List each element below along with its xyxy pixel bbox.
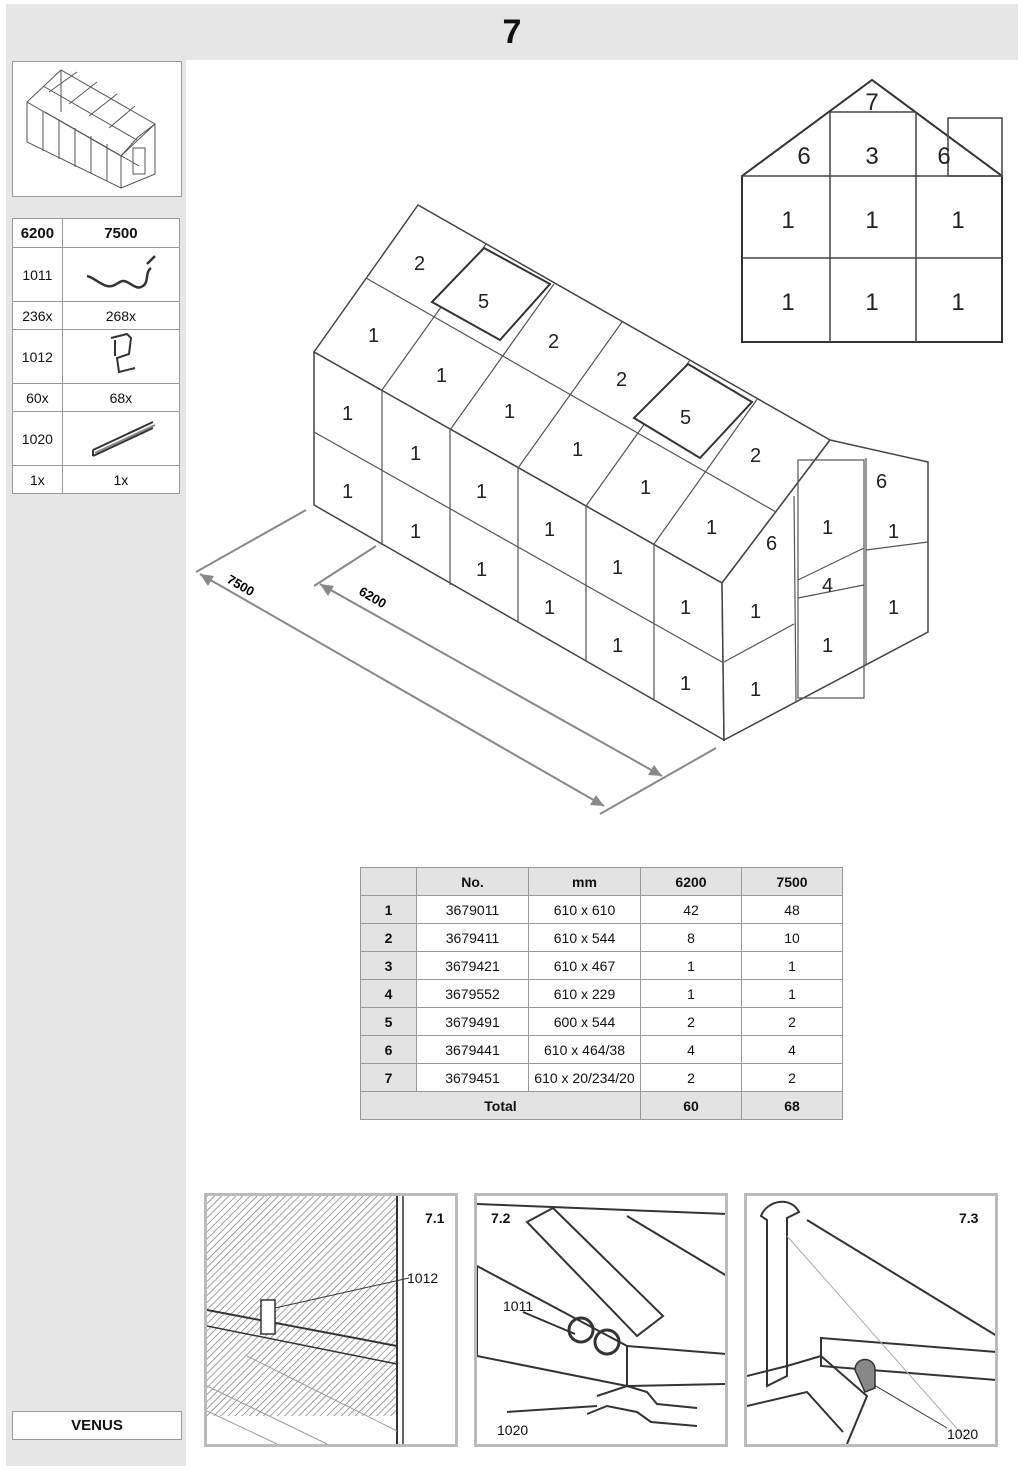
total-6200: 60 <box>641 1092 742 1120</box>
panel-label: 1 <box>572 439 584 461</box>
panel-label: 2 <box>548 331 560 353</box>
qty-7500: 10 <box>742 924 843 952</box>
panel-label: 4 <box>822 575 834 597</box>
qty-7500: 1 <box>742 980 843 1008</box>
panel-label: 1 <box>888 521 900 543</box>
qty-7500: 48 <box>742 896 843 924</box>
table-row <box>361 1036 843 1064</box>
front-label: 1 <box>865 289 879 316</box>
callout-1012: 1012 <box>407 1270 439 1286</box>
parts-table <box>12 218 180 494</box>
front-label: 1 <box>951 289 965 316</box>
panel-label: 2 <box>616 369 628 391</box>
panel-label: 6 <box>876 471 888 493</box>
panel-label: 1 <box>436 365 448 387</box>
qty-7500: 4 <box>742 1036 843 1064</box>
part-code: 1020 <box>13 412 63 466</box>
panel-size: 610 x 464/38 <box>529 1036 641 1064</box>
callout-1020: 1020 <box>947 1426 979 1442</box>
part-number: 3679491 <box>417 1008 529 1036</box>
qty-6200: 42 <box>641 896 742 924</box>
total-label: Total <box>361 1092 641 1120</box>
front-label: 1 <box>951 207 965 234</box>
panel-label: 1 <box>706 517 718 539</box>
panel-label: 1 <box>544 519 556 541</box>
qty-7500: 1 <box>742 952 843 980</box>
greenhouse-thumbnail <box>12 61 182 197</box>
table-header <box>361 868 417 896</box>
callout-1020: 1020 <box>497 1422 529 1438</box>
panel-label: 1 <box>504 401 516 423</box>
panel-label: 2 <box>750 445 762 467</box>
table-header: 6200 <box>641 868 742 896</box>
model-name: VENUS <box>12 1411 182 1440</box>
panel-size: 610 x 544 <box>529 924 641 952</box>
part-number: 3679552 <box>417 980 529 1008</box>
table-header: mm <box>529 868 641 896</box>
panel-label: 6 <box>766 533 778 555</box>
part-qty-7500: 68x <box>62 384 179 412</box>
detail-label: 7.1 <box>425 1210 445 1226</box>
wire-clip-icon <box>62 248 179 302</box>
detail-7-2 <box>474 1193 728 1447</box>
qty-6200: 2 <box>641 1008 742 1036</box>
front-label: 3 <box>865 143 879 170</box>
part-number: 3679441 <box>417 1036 529 1064</box>
table-row <box>361 896 843 924</box>
front-label: 1 <box>781 207 795 234</box>
table-row <box>361 1064 843 1092</box>
front-label: 6 <box>937 143 951 170</box>
panel-label: 1 <box>750 601 762 623</box>
part-qty-7500: 1x <box>62 466 179 494</box>
table-header: 7500 <box>742 868 843 896</box>
row-label: 6 <box>361 1036 417 1064</box>
front-label: 7 <box>865 89 879 116</box>
panel-label: 1 <box>476 481 488 503</box>
part-qty-6200: 236x <box>13 302 63 330</box>
panel-label: 1 <box>612 635 624 657</box>
detail-label: 7.3 <box>959 1210 979 1226</box>
panel-label: 5 <box>478 291 490 313</box>
part-number: 3679411 <box>417 924 529 952</box>
table-row <box>361 980 843 1008</box>
table-header: No. <box>417 868 529 896</box>
panel-label: 1 <box>544 597 556 619</box>
panel-label: 1 <box>822 517 834 539</box>
part-qty-7500: 268x <box>62 302 179 330</box>
qty-6200: 2 <box>641 1064 742 1092</box>
qty-6200: 1 <box>641 980 742 1008</box>
dimension-long: 7500 <box>224 571 258 600</box>
part-number: 3679421 <box>417 952 529 980</box>
panel-label: 1 <box>612 557 624 579</box>
panel-label: 1 <box>680 597 692 619</box>
qty-7500: 2 <box>742 1008 843 1036</box>
panel-size: 610 x 20/234/20 <box>529 1064 641 1092</box>
total-row <box>361 1092 843 1120</box>
part-qty-6200: 60x <box>13 384 63 412</box>
panel-label: 1 <box>822 635 834 657</box>
panel-label: 1 <box>342 481 354 503</box>
qty-6200: 1 <box>641 952 742 980</box>
part-qty-6200: 1x <box>13 466 63 494</box>
parts-header-7500: 7500 <box>62 219 179 248</box>
panel-label: 1 <box>410 443 422 465</box>
parts-header-6200: 6200 <box>13 219 63 248</box>
panel-label: 1 <box>640 477 652 499</box>
row-label: 7 <box>361 1064 417 1092</box>
panel-label: 1 <box>750 679 762 701</box>
panel-label: 5 <box>680 407 692 429</box>
qty-6200: 4 <box>641 1036 742 1064</box>
dimension-short: 6200 <box>356 583 390 612</box>
panel-label: 1 <box>476 559 488 581</box>
rubber-strip-icon <box>62 412 179 466</box>
row-label: 5 <box>361 1008 417 1036</box>
callout-1011: 1011 <box>503 1298 534 1314</box>
front-label: 6 <box>797 143 811 170</box>
step-number: 7 <box>502 12 522 51</box>
table-row <box>361 1008 843 1036</box>
panel-label: 1 <box>342 403 354 425</box>
row-label: 4 <box>361 980 417 1008</box>
panel-size: 610 x 229 <box>529 980 641 1008</box>
detail-label: 7.2 <box>491 1210 511 1226</box>
detail-7-3 <box>744 1193 998 1447</box>
table-row <box>361 952 843 980</box>
part-code: 1012 <box>13 330 63 384</box>
panel-label: 2 <box>414 253 426 275</box>
part-code: 1011 <box>13 248 63 302</box>
panel-size: 610 x 467 <box>529 952 641 980</box>
table-row <box>361 924 843 952</box>
step-header <box>6 4 1018 60</box>
panel-size: 610 x 610 <box>529 896 641 924</box>
gable-front-view <box>736 72 1008 348</box>
part-number: 3679451 <box>417 1064 529 1092</box>
panel-table <box>360 867 843 1120</box>
panel-label: 1 <box>888 597 900 619</box>
row-label: 2 <box>361 924 417 952</box>
row-label: 3 <box>361 952 417 980</box>
part-number: 3679011 <box>417 896 529 924</box>
panel-size: 600 x 544 <box>529 1008 641 1036</box>
front-label: 1 <box>781 289 795 316</box>
qty-6200: 8 <box>641 924 742 952</box>
row-label: 1 <box>361 896 417 924</box>
front-label: 1 <box>865 207 879 234</box>
total-7500: 68 <box>742 1092 843 1120</box>
qty-7500: 2 <box>742 1064 843 1092</box>
panel-label: 1 <box>410 521 422 543</box>
panel-clip-icon <box>62 330 179 384</box>
detail-7-1 <box>204 1193 458 1447</box>
panel-label: 1 <box>680 673 692 695</box>
panel-label: 1 <box>368 325 380 347</box>
